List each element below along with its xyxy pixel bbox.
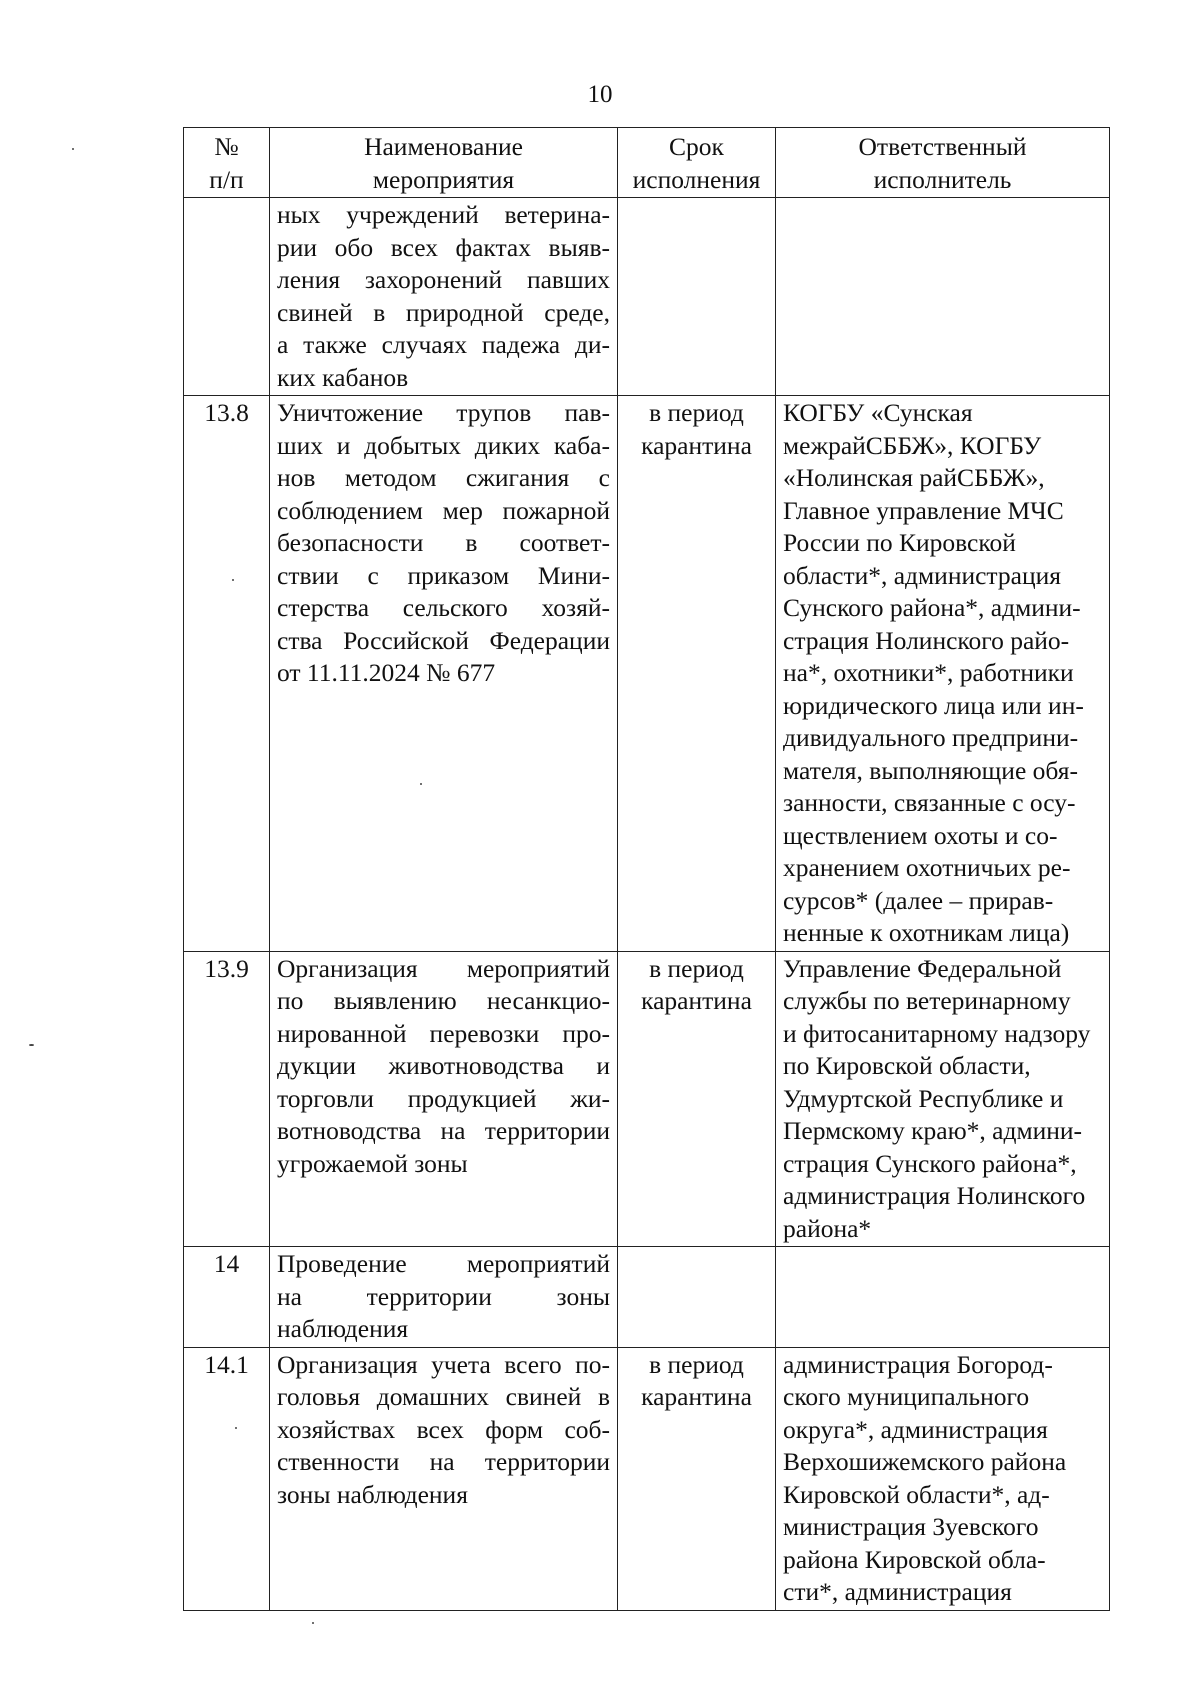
- activity-name-line: ства Российской Федерации: [277, 625, 610, 655]
- activity-name-line: Организация учета всего по-: [277, 1349, 610, 1379]
- responsible-executor-line: Кировской области*, ад-: [783, 1479, 1050, 1509]
- item-number: 13.9: [184, 951, 270, 1247]
- responsible-executor-line: Главное управление МЧС: [783, 495, 1064, 525]
- responsible-executor: [776, 396, 1110, 952]
- activity-name-line: соблюдением мер пожарной: [277, 495, 610, 525]
- header-number: [184, 128, 270, 198]
- activity-name-line: от 11.11.2024 № 677: [277, 658, 496, 687]
- item-number: 14.1: [184, 1347, 270, 1610]
- responsible-executor-line: дивидуального предприни-: [783, 723, 1079, 752]
- execution-term-line: карантина: [641, 986, 752, 1015]
- responsible-executor-line: Верхошижемского района: [783, 1447, 1067, 1476]
- execution-term: [618, 1347, 776, 1610]
- responsible-executor-line: округа*, администрация: [783, 1414, 1048, 1444]
- item-number: [184, 198, 270, 396]
- responsible-executor-line: ненные к охотникам лица): [783, 918, 1070, 947]
- responsible-executor-line: мателя, выполняющие обя-: [783, 755, 1078, 785]
- activity-name-line: вотноводства на территории: [277, 1116, 610, 1145]
- responsible-executor-line: страция Нолинского райо-: [783, 625, 1070, 655]
- activity-name-line: рии обо всех фактах выяв-: [277, 232, 610, 262]
- table-row: [184, 396, 1110, 952]
- responsible-executor-line: страция Сунского района*,: [783, 1148, 1077, 1178]
- responsible-executor: [776, 1347, 1110, 1610]
- activity-name-line: стерства сельского хозяй-: [277, 593, 610, 622]
- responsible-executor-line: России по Кировской: [783, 528, 1016, 557]
- responsible-executor-line: занности, связанные с осу-: [783, 788, 1076, 817]
- activity-name-line: ких кабанов: [277, 362, 409, 392]
- table-header-row: [184, 128, 1110, 198]
- header-term: [618, 128, 776, 198]
- header-text: исполнения: [632, 165, 761, 194]
- scan-speck: [232, 579, 234, 581]
- execution-term: [618, 396, 776, 952]
- activity-name-line: ших и добытых диких каба-: [277, 430, 610, 460]
- scan-speck: [420, 783, 422, 785]
- activity-name-line: ственности на территории: [277, 1447, 610, 1476]
- activity-name-line: угрожаемой зоны: [277, 1148, 468, 1178]
- scan-speck: [235, 1427, 237, 1429]
- responsible-executor-line: по Кировской области,: [783, 1051, 1031, 1080]
- responsible-executor-line: Пермскому краю*, админи-: [783, 1116, 1083, 1145]
- header-text: исполнитель: [873, 165, 1012, 194]
- responsible-executor-line: сти*, администрация: [783, 1577, 1012, 1606]
- activity-name-line: Уничтожение трупов пав-: [277, 398, 610, 427]
- activity-name: [270, 1347, 618, 1610]
- activity-name-line: наблюдения: [277, 1314, 409, 1343]
- execution-term-line: карантина: [641, 1382, 752, 1411]
- item-number: 14: [184, 1247, 270, 1348]
- activity-name-line: торговли продукцией жи-: [277, 1083, 610, 1113]
- activities-table: [183, 127, 1110, 1611]
- activity-name-line: хозяйствах всех форм соб-: [277, 1414, 610, 1444]
- responsible-executor: [776, 951, 1110, 1247]
- responsible-executor-line: области*, администрация: [783, 560, 1061, 590]
- activity-name: [270, 1247, 618, 1348]
- responsible-executor-line: на*, охотники*, работники: [783, 658, 1074, 687]
- responsible-executor: [776, 198, 1110, 396]
- table-row: [184, 1247, 1110, 1348]
- scan-speck: [312, 1622, 314, 1624]
- header-text: №: [214, 132, 239, 161]
- activity-name: [270, 951, 618, 1247]
- activity-name-line: на территории зоны: [277, 1281, 610, 1311]
- responsible-executor-line: ществлением охоты и со-: [783, 820, 1058, 850]
- table-row: [184, 198, 1110, 396]
- activity-name-line: безопасности в соответ-: [277, 528, 610, 557]
- activity-name-line: а также случаях падежа ди-: [277, 330, 610, 359]
- scan-speck: [72, 148, 74, 150]
- activity-name-line: зоны наблюдения: [277, 1479, 468, 1509]
- scan-speck: [29, 1044, 34, 1046]
- responsible-executor-line: «Нолинская райСББЖ»,: [783, 463, 1045, 492]
- activity-name-line: свиней в природной среде,: [277, 297, 610, 327]
- responsible-executor: [776, 1247, 1110, 1348]
- header-text: Ответственный: [858, 132, 1027, 161]
- item-number: 13.8: [184, 396, 270, 952]
- activity-name-line: нов методом сжигания с: [277, 463, 610, 492]
- execution-term: [618, 951, 776, 1247]
- activity-name-line: ления захоронений павших: [277, 265, 610, 294]
- activity-name: [270, 396, 618, 952]
- responsible-executor-line: ского муниципального: [783, 1382, 1030, 1411]
- execution-term: [618, 198, 776, 396]
- responsible-executor-line: Удмуртской Республике и: [783, 1083, 1064, 1113]
- activity-name-line: нированной перевозки про-: [277, 1018, 610, 1048]
- header-text: мероприятия: [372, 165, 515, 194]
- responsible-executor-line: КОГБУ «Сунская: [783, 398, 973, 427]
- table-row: [184, 1347, 1110, 1610]
- responsible-executor-line: межрайСББЖ», КОГБУ: [783, 430, 1042, 460]
- activity-name-line: по выявлению несанкцио-: [277, 986, 610, 1015]
- responsible-executor-line: сурсов* (далее – прирав-: [783, 885, 1054, 915]
- execution-term-line: в период: [649, 1349, 744, 1379]
- header-text: Наименование: [364, 132, 523, 161]
- activity-name-line: Проведение мероприятий: [277, 1249, 610, 1278]
- execution-term: [618, 1247, 776, 1348]
- execution-term-line: карантина: [641, 430, 752, 460]
- responsible-executor-line: Сунского района*, админи-: [783, 593, 1081, 622]
- activity-name-line: Организация мероприятий: [277, 953, 610, 983]
- responsible-executor-line: Управление Федеральной: [783, 953, 1062, 983]
- activity-name-line: головья домашних свиней в: [277, 1382, 610, 1411]
- responsible-executor-line: юридического лица или ин-: [783, 690, 1084, 720]
- responsible-executor-line: министрация Зуевского: [783, 1512, 1039, 1541]
- activity-name-line: ствии с приказом Мини-: [277, 560, 610, 590]
- activity-name: [270, 198, 618, 396]
- activity-name-line: ных учреждений ветерина-: [277, 200, 610, 229]
- responsible-executor-line: района Кировской обла-: [783, 1544, 1046, 1574]
- execution-term-line: в период: [649, 953, 744, 983]
- activity-name-line: дукции животноводства и: [277, 1051, 610, 1080]
- responsible-executor-line: района*: [783, 1213, 872, 1243]
- table-row: [184, 951, 1110, 1247]
- responsible-executor-line: администрация Богород-: [783, 1349, 1053, 1379]
- header-text: п/п: [209, 165, 244, 194]
- page-number: 10: [587, 81, 613, 108]
- responsible-executor-line: службы по ветеринарному: [783, 986, 1071, 1015]
- execution-term-line: в период: [649, 398, 744, 427]
- header-responsible: [776, 128, 1110, 198]
- responsible-executor-line: и фитосанитарному надзору: [783, 1018, 1091, 1048]
- header-activity-name: [270, 128, 618, 198]
- header-text: Срок: [669, 132, 724, 161]
- responsible-executor-line: администрация Нолинского: [783, 1181, 1086, 1210]
- responsible-executor-line: хранением охотничьих ре-: [783, 853, 1071, 882]
